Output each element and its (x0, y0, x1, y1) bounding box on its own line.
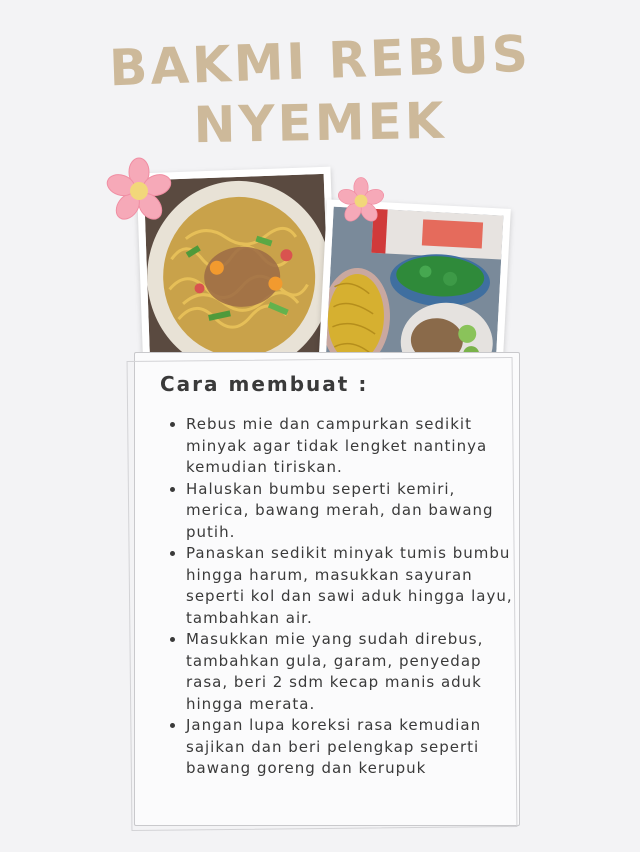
pink-flower-icon (104, 156, 174, 226)
recipe-steps-list (170, 414, 522, 780)
list-item: • Haluskan bumbu seperti kemiri, merica, bawang merah, dan bawang putih. (186, 479, 522, 544)
page-title-line-2: NYEMEK (193, 91, 447, 155)
list-item: • Masukkan mie yang sudah direbus, tambahkan gula, garam, penyedap rasa, beri 2 sdm kecap manis aduk hingga merata. (186, 629, 522, 715)
list-item: • Panaskan sedikit minyak tumis bumbu hingga harum, masukkan sayuran seperti kol dan sawi aduk hingga layu, tambahkan air. (186, 543, 522, 629)
list-item: • Rebus mie dan campurkan sedikit minyak agar tidak lengket nantinya kemudian tiriskan. (186, 414, 522, 479)
pink-flower-icon (336, 176, 386, 226)
list-item: • Jangan lupa koreksi rasa kemudian sajikan dan beri pelengkap seperti bawang goreng dan kerupuk (186, 715, 522, 780)
page-title-line-1: BAKMI REBUS (108, 24, 532, 98)
recipe-heading: Cara membuat : (160, 372, 369, 396)
